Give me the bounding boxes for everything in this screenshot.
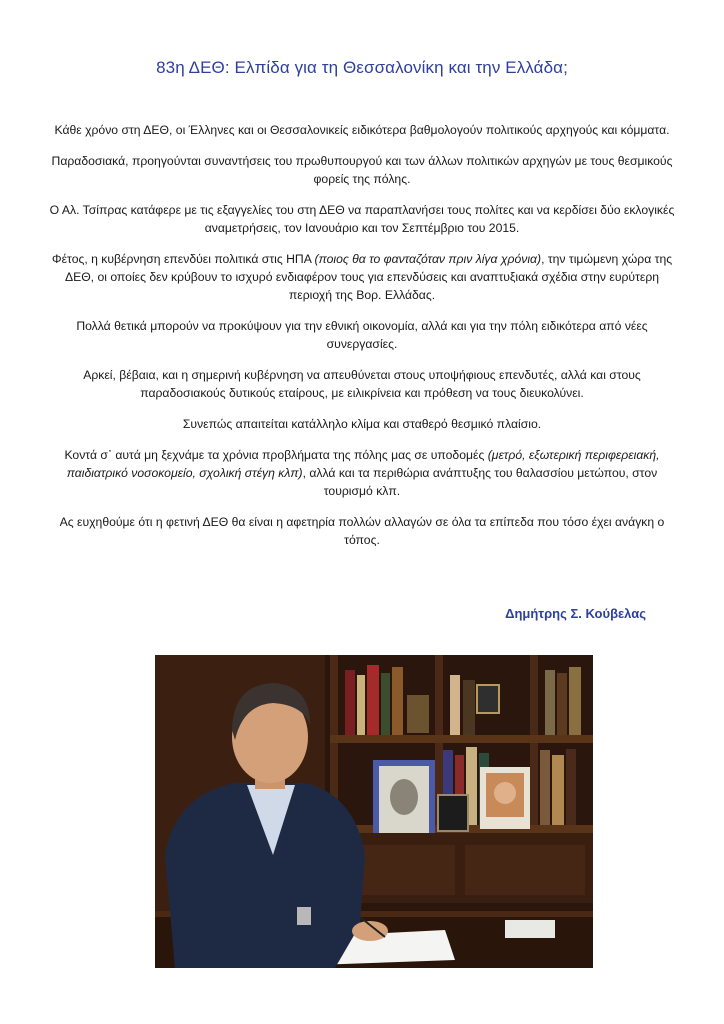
paragraph-6: Αρκεί, βέβαια, και η σημερινή κυβέρνηση να απευθύνεται στους υποψήφιους επενδυτές, αλλά και στους παραδοσιακούς δυτικούς εταίρους, με ειλικρίνεια και πρόθεση να τους διευκολύνει. xyxy=(83,368,641,400)
paragraph-3: Ο Αλ. Τσίπρας κατάφερε με τις εξαγγελίες του στη ΔΕΘ να παραπλανήσει τους πολίτες και να κερδίσει δύο εκλογικές αναμετρήσεις, τον Ιανουάριο και τον Σεπτέμβριο του 2015. xyxy=(49,203,675,235)
paragraph-8-text-b: , αλλά και τα περιθώρια ανάπτυξης του θαλασσίου μετώπου, στον τουρισμό κλπ. xyxy=(302,466,658,498)
paragraph-8-italic: (μετρό, εξωτερική περιφερειακή, παιδιατρικό νοσοκομείο, σχολική στέγη κλπ) xyxy=(66,448,660,480)
paragraph-7: Συνεπώς απαιτείται κατάλληλο κλίμα και σταθερό θεσμικό πλαίσιο. xyxy=(182,417,542,431)
paragraph-2: Παραδοσιακά, προηγούνται συναντήσεις του πρωθυπουργού και των άλλων πολιτικών αρχηγών με τους θεσμικούς φορείς της πόλης. xyxy=(51,154,673,186)
paragraph-5: Πολλά θετικά μπορούν να προκύψουν για την εθνική οικονομία, αλλά και για την πόλη ειδικότερα από νέες συνεργασίες. xyxy=(76,319,648,351)
paragraph-4-text-a: Φέτος, η κυβέρνηση επενδύει πολιτικά στις ΗΠΑ xyxy=(51,252,315,266)
paragraph-4 xyxy=(42,250,682,304)
article-title: 83η ΔΕΘ: Ελπίδα για τη Θεσσαλονίκη και την Ελλάδα; xyxy=(156,58,568,77)
paragraph-8 xyxy=(42,446,682,500)
paragraph-4-italic: (ποιος θα το φανταζόταν πριν λίγα χρόνια) xyxy=(314,252,542,266)
paragraph-9: Ας ευχηθούμε ότι η φετινή ΔΕΘ θα είναι η αφετηρία πολλών αλλαγών σε όλα τα επίπεδα που τόσο έχει ανάγκη ο τόπος. xyxy=(59,515,665,547)
paragraph-1: Κάθε χρόνο στη ΔΕΘ, οι Έλληνες και οι Θεσσαλονικείς ειδικότερα βαθμολογούν πολιτικούς αρχηγούς και κόμματα. xyxy=(54,123,670,137)
author-signature: Δημήτρης Σ. Κούβελας xyxy=(505,606,646,621)
article-body xyxy=(42,121,682,562)
paragraph-8-text-a: Κοντά σ᾽ αυτά μη ξεχνάμε τα χρόνια προβλήματα της πόλης μας σε υποδομές xyxy=(64,448,488,462)
author-photo-illustration xyxy=(155,655,593,968)
paragraph-4-text-b: , την τιμώμενη χώρα της ΔΕΘ, οι οποίες δεν κρύβουν το ισχυρό ενδιαφέρον τους για επενδύσεις και αναπτυξιακά σχέδια στην ευρύτερη περιοχή της Βορ. Ελλάδας. xyxy=(64,252,673,302)
author-photo xyxy=(155,655,593,968)
